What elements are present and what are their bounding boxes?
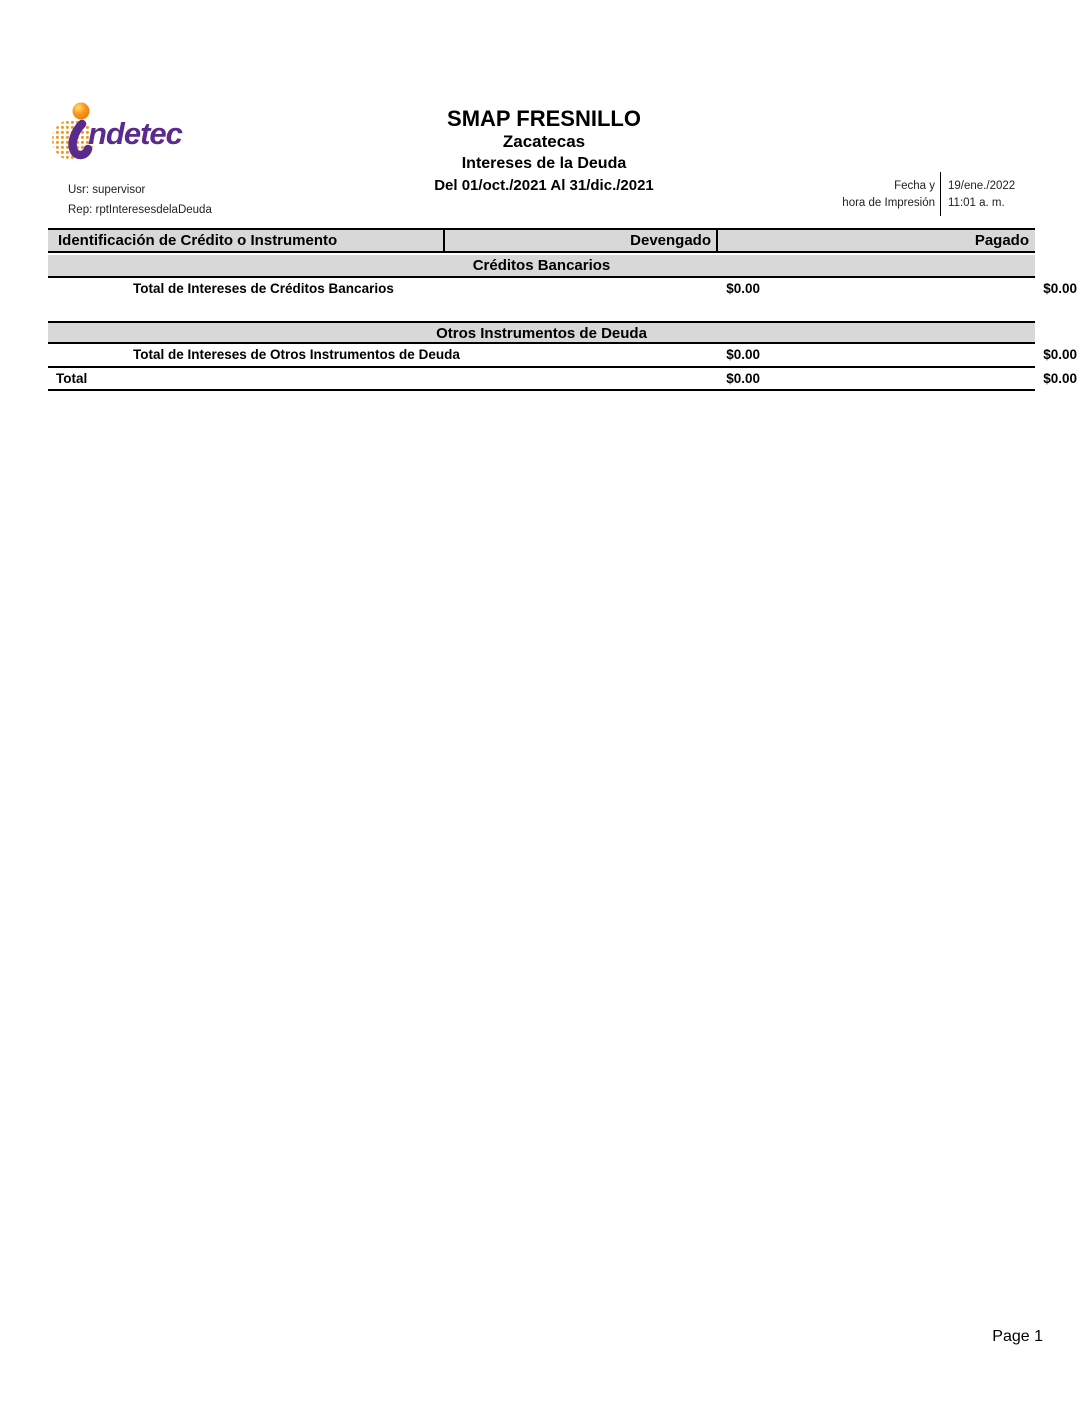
- print-datetime-block: [820, 172, 1020, 216]
- column-header-identificacion: Identificación de Crédito o Instrumento: [58, 232, 338, 249]
- indetec-logo-text: ndetec: [88, 116, 182, 151]
- print-time-value: 11:01 a. m.: [948, 197, 1005, 209]
- pagado-value: $0.00: [1043, 281, 1077, 296]
- row-label: Total de Intereses de Créditos Bancarios: [133, 281, 394, 296]
- total-label: Total: [56, 371, 88, 386]
- section-band-otros-instrumentos: Otros Instrumentos de Deuda: [48, 321, 1035, 344]
- report-line: Rep: rptInteresesdelaDeuda: [68, 204, 212, 216]
- devengado-value: $0.00: [726, 347, 760, 362]
- section-band-creditos-bancarios: Créditos Bancarios: [48, 255, 1035, 278]
- column-header-devengado: Devengado: [443, 230, 716, 251]
- user-line: Usr: supervisor: [68, 184, 146, 196]
- page-number: Page 1: [992, 1328, 1043, 1345]
- table-row-creditos-bancarios-total: [48, 278, 1077, 301]
- print-label-line2: hora de Impresión: [842, 197, 935, 209]
- print-date-value: 19/ene./2022: [948, 180, 1016, 192]
- total-pagado-value: $0.00: [1043, 371, 1077, 386]
- grand-total-row: [48, 367, 1077, 391]
- pagado-value: $0.00: [1043, 347, 1077, 362]
- org-title: SMAP FRESNILLO: [447, 106, 641, 131]
- report-meta-left: [68, 180, 212, 220]
- row-label: Total de Intereses de Otros Instrumentos de Deuda: [133, 347, 460, 362]
- section-spacer: [48, 301, 1035, 321]
- report-title: Intereses de la Deuda: [461, 155, 627, 172]
- print-label-line1: Fecha y: [894, 180, 935, 192]
- interest-report-table: [48, 228, 1077, 391]
- table-header-row: [48, 228, 1035, 253]
- total-devengado-value: $0.00: [726, 371, 760, 386]
- column-header-pagado: Pagado: [716, 230, 1035, 251]
- vertical-divider: [940, 172, 942, 216]
- table-row-otros-instrumentos-total: [48, 344, 1077, 367]
- print-datetime-values: [948, 178, 1015, 212]
- devengado-value: $0.00: [726, 281, 760, 296]
- print-datetime-labels: [842, 178, 935, 212]
- org-location: Zacatecas: [502, 132, 586, 151]
- report-period: Del 01/oct./2021 Al 31/dic./2021: [434, 177, 654, 194]
